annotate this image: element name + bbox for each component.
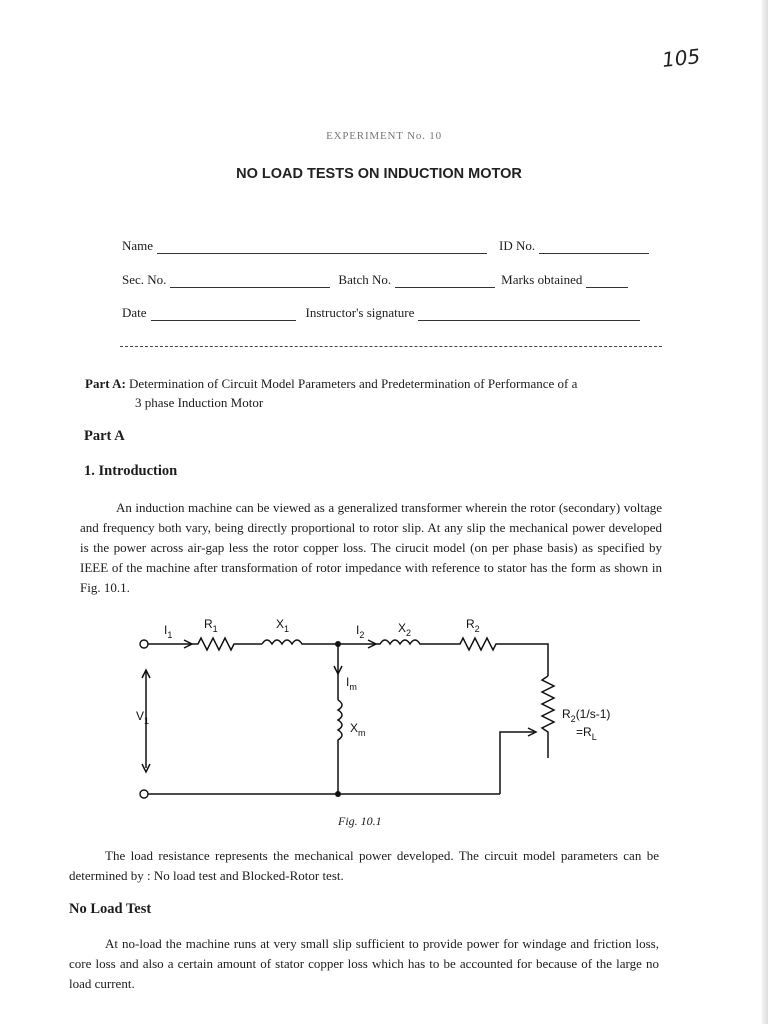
label-v1: $V_1$ — [136, 709, 150, 726]
batch-label: Batch No. — [338, 272, 392, 287]
intro-paragraph: An induction machine can be viewed as a generalized transformer wherein the rotor (secondary) voltage and frequency both vary, being directly proportional to rotor slip. At any slip the mechanical power developed is the power across air-gap less the rotor copper loss. The cirucit model (on per phase basis) as specified by IEEE of the machine after transformation of rotor impedance with reference to stator has the form as shown in Fig. 10.1. — [80, 500, 662, 595]
no-load-paragraph: At no-load the machine runs at very small slip sufficient to provide power for windage and friction loss, core loss and also a certain amount of stator copper loss which has to be accounted for because of the large no load current. — [69, 936, 659, 991]
batch-field[interactable] — [395, 275, 495, 288]
part-a-description — [85, 374, 675, 412]
name-field[interactable] — [157, 241, 487, 254]
date-label: Date — [122, 305, 147, 320]
circuit-diagram — [130, 608, 650, 808]
label-i1: $I_1$ — [164, 623, 173, 640]
marks-label: Marks obtained — [501, 272, 583, 287]
node-top — [335, 641, 341, 647]
resistor-r1 — [192, 638, 262, 650]
part-a-label: Part A: — [85, 376, 126, 391]
resistor-r2 — [455, 638, 548, 676]
label-x2: $X_2$ — [398, 621, 412, 638]
signature-field[interactable] — [418, 308, 640, 321]
label-r2: $R_2$ — [466, 617, 480, 634]
page-number: 105 — [660, 44, 702, 72]
id-field[interactable] — [539, 241, 649, 254]
load-paragraph: The load resistance represents the mechanical power developed. The circuit model parameters can be determined by : No load test and Blocked-Rotor test. — [69, 848, 659, 883]
inductor-x1 — [262, 640, 338, 644]
label-r1: $R_1$ — [204, 617, 218, 634]
form-row-name — [122, 238, 662, 254]
label-rl-expression: $R_2(1/s-1)$ — [562, 707, 611, 724]
signature-label: Instructor's signature — [305, 305, 415, 320]
no-load-heading: No Load Test — [69, 901, 152, 917]
marks-field[interactable] — [586, 275, 628, 288]
introduction-heading: 1. Introduction — [84, 463, 178, 479]
inductor-xm — [338, 700, 342, 794]
label-xm: $X_m$ — [350, 721, 366, 738]
experiment-label: EXPERIMENT No. 10 — [326, 130, 442, 142]
terminal-bottom — [140, 790, 148, 798]
part-a-line1: Determination of Circuit Model Parameters and Predetermination of Performance of a — [129, 376, 578, 391]
id-label: ID No. — [499, 238, 536, 253]
load-resistor — [542, 676, 554, 758]
terminal-top — [140, 640, 148, 648]
divider — [120, 346, 662, 347]
sec-label: Sec. No. — [122, 272, 167, 287]
inductor-x2 — [338, 640, 455, 644]
part-a-line2: 3 phase Induction Motor — [135, 395, 264, 410]
form-row-date — [122, 305, 662, 321]
node-bottom — [335, 791, 341, 797]
label-x1: $X_1$ — [276, 617, 290, 634]
label-rl: $=R_L$ — [576, 725, 597, 742]
date-field[interactable] — [151, 308, 296, 321]
form-row-section — [122, 272, 662, 288]
page-title: NO LOAD TESTS ON INDUCTION MOTOR — [236, 166, 522, 182]
name-label: Name — [122, 238, 154, 253]
label-i2: $I_2$ — [356, 623, 365, 640]
sec-field[interactable] — [170, 275, 330, 288]
figure-caption: Fig. 10.1 — [338, 814, 382, 828]
wiper-wire — [500, 732, 534, 794]
part-a-heading: Part A — [84, 428, 125, 444]
page-edge — [762, 0, 768, 1024]
label-im: $I_m$ — [346, 675, 357, 692]
